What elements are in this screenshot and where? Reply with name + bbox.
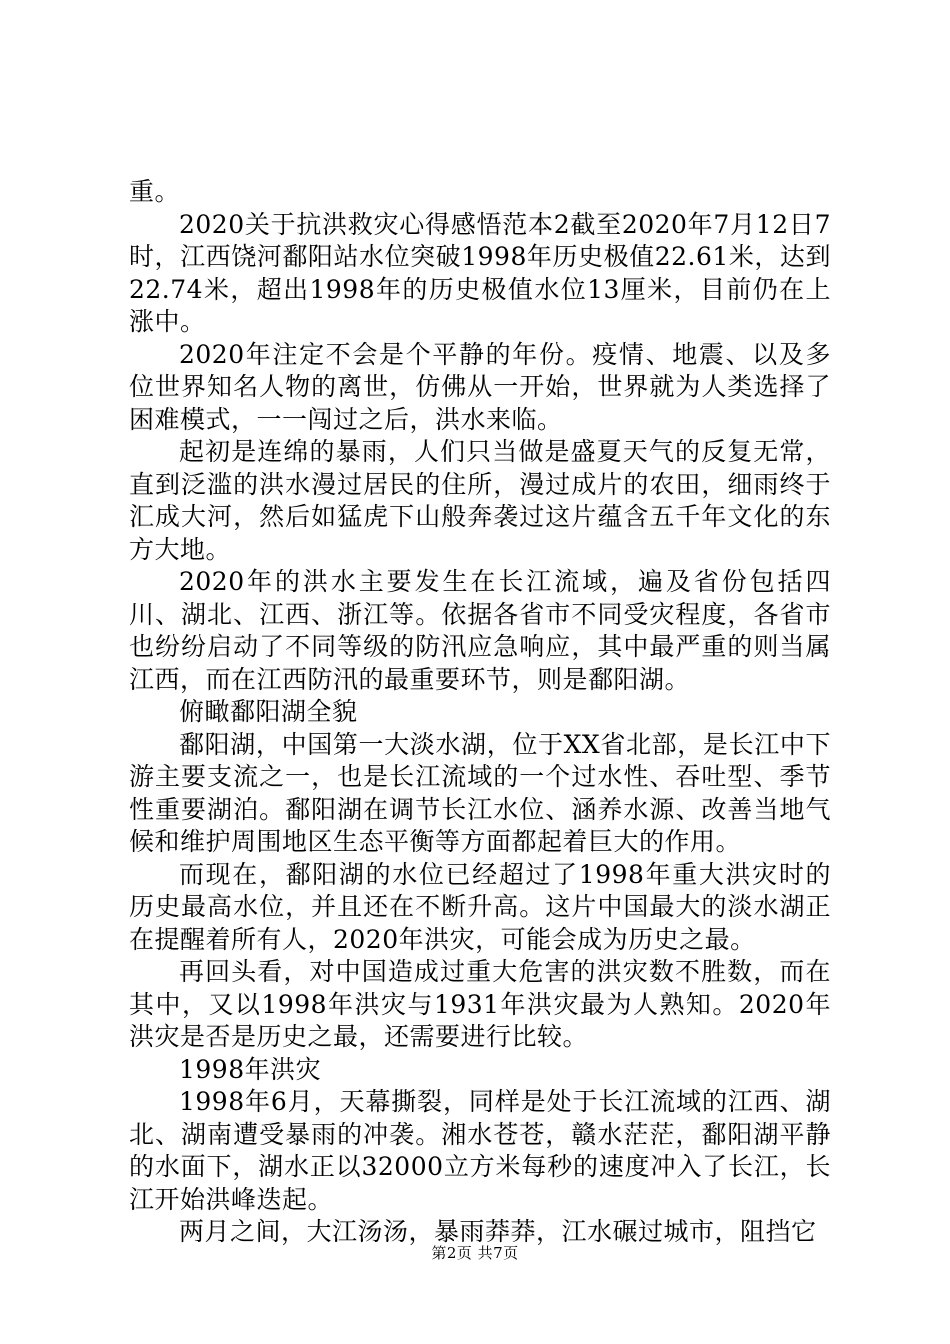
paragraph: 而现在，鄱阳湖的水位已经超过了1998年重大洪灾时的历史最高水位，并且还在不断升高。这片中国最大的淡水湖正在提醒着所有人，2020年洪灾，可能会成为历史之最。	[129, 859, 831, 954]
paragraph: 2020年注定不会是个平静的年份。疫情、地震、以及多位世界知名人物的离世，仿佛从一开始，世界就为人类选择了困难模式，一一闯过之后，洪水来临。	[129, 339, 831, 434]
page-number-footer: 第2页 共7页	[431, 1244, 519, 1262]
paragraph: 起初是连绵的暴雨，人们只当做是盛夏天气的反复无常，直到泛滥的洪水漫过居民的住所，漫过成片的农田，细雨终于汇成大河，然后如猛虎下山般奔袭过这片蕴含五千年文化的东方大地。	[129, 437, 831, 564]
paragraph: 2020关于抗洪救灾心得感悟范本2截至2020年7月12日7时，江西饶河鄱阳站水位突破1998年历史极值22.61米，达到22.74米，超出1998年的历史极值水位13厘米，目前仍在上涨中。	[129, 209, 831, 336]
paragraph: 2020年的洪水主要发生在长江流域，遍及省份包括四川、湖北、江西、浙江等。依据各省市不同受灾程度，各省市也纷纷启动了不同等级的防汛应急响应，其中最严重的则当属江西，而在江西防汛的最重要环节，则是鄱阳湖。	[129, 567, 831, 694]
paragraph: 再回头看，对中国造成过重大危害的洪灾数不胜数，而在其中，又以1998年洪灾与1931年洪灾最为人熟知。2020年洪灾是否是历史之最，还需要进行比较。	[129, 957, 831, 1051]
section-heading: 俯瞰鄱阳湖全貌	[179, 697, 358, 726]
paragraph: 1998年6月，天幕撕裂，同样是处于长江流域的江西、湖北、湖南遭受暴雨的冲袭。湘水苍苍，赣水茫茫，鄱阳湖平静的水面下，湖水正以32000立方米每秒的速度冲入了长江，长江开始洪峰迭起。	[129, 1087, 831, 1214]
section-heading: 1998年洪灾	[179, 1054, 322, 1084]
paragraph: 鄱阳湖，中国第一大淡水湖，位于XX省北部，是长江中下游主要支流之一，也是长江流域的一个过水性、吞吐型、季节性重要湖泊。鄱阳湖在调节长江水位、涵养水源、改善当地气候和维护周围地区生态平衡等方面都起着巨大的作用。	[129, 729, 831, 856]
paragraph: 两月之间，大江汤汤，暴雨莽莽，江水碾过城市，阻挡它	[179, 1217, 817, 1246]
paragraph: 重。	[129, 177, 181, 206]
document-body	[129, 176, 831, 1249]
